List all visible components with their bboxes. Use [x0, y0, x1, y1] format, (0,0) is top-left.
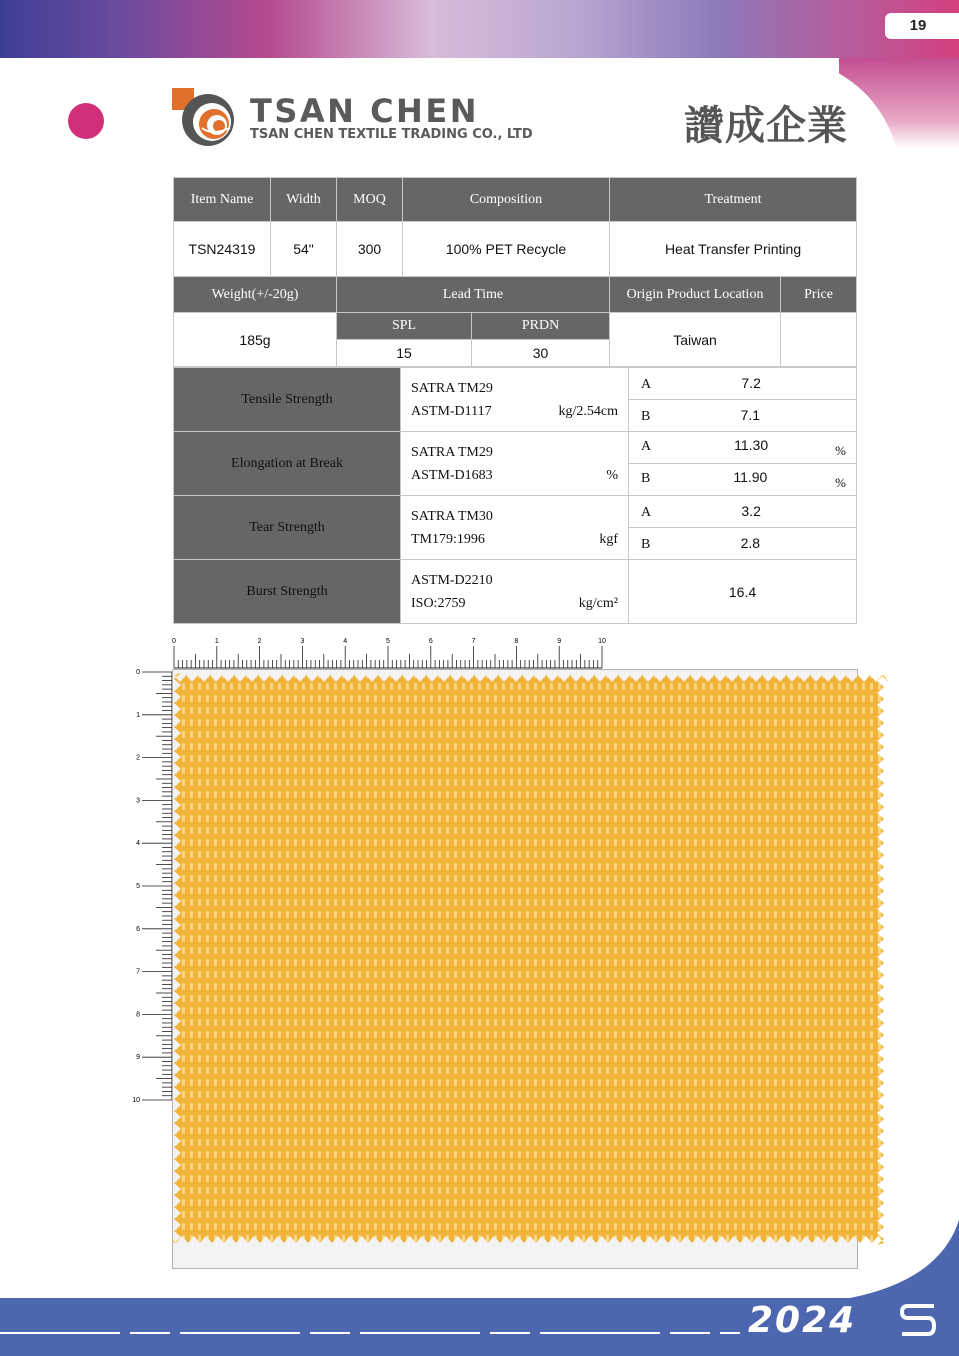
burst-standards: ASTM-D2210 ISO:2759 kg/cm²	[401, 560, 629, 624]
tensile-a: A 7.2	[629, 368, 857, 400]
ruler-label: 0	[136, 669, 140, 676]
header-treatment: Treatment	[610, 178, 857, 222]
ruler-label: 5	[386, 638, 390, 645]
ruler-label: 3	[136, 797, 140, 805]
ruler-label: 1	[136, 711, 140, 719]
ruler-label: 6	[136, 925, 140, 933]
elongation-b: B 11.90 %	[629, 464, 857, 496]
burst-value: 16.4	[629, 560, 857, 624]
header-lead-time: Lead Time	[337, 277, 610, 313]
ruler-top	[172, 636, 612, 670]
header-item-name: Item Name	[174, 178, 271, 222]
ruler-label: 9	[557, 638, 562, 645]
value-prdn: 30	[472, 340, 610, 367]
tensile-standards: SATRA TM29 ASTM-D1117 kg/2.54cm	[401, 368, 629, 432]
page-number: 19	[909, 17, 927, 34]
elongation-label: Elongation at Break	[174, 432, 401, 496]
tear-unit: kgf	[599, 531, 618, 547]
footer-curve	[850, 1220, 959, 1300]
test-results-table	[173, 367, 857, 624]
accent-dot	[68, 103, 104, 139]
ruler-label: 5	[136, 883, 140, 890]
header-gradient-band	[0, 0, 959, 58]
chinese-company-name: 讚成企業	[684, 103, 848, 149]
ruler-label: 0	[172, 638, 176, 645]
value-moq: 300	[337, 222, 403, 277]
spec-table	[173, 177, 857, 367]
footer-year: 2024	[748, 1300, 857, 1341]
ruler-label: 2	[257, 638, 262, 645]
header-moq: MOQ	[337, 178, 403, 222]
ruler-label: 10	[598, 638, 606, 645]
ruler-label: 3	[300, 638, 305, 645]
tear-a: A 3.2	[629, 496, 857, 528]
ruler-label: 10	[132, 1097, 140, 1104]
ruler-label: 8	[514, 638, 519, 645]
tear-b: B 2.8	[629, 528, 857, 560]
company-full-name: TSAN CHEN TEXTILE TRADING CO., LTD	[250, 127, 533, 142]
value-width: 54"	[271, 222, 337, 277]
company-logo-icon	[172, 88, 236, 146]
burst-unit: kg/cm²	[578, 595, 618, 611]
ruler-label: 8	[136, 1011, 140, 1019]
header-width: Width	[271, 178, 337, 222]
ruler-label: 1	[214, 638, 219, 645]
value-spl: 15	[337, 340, 472, 367]
tensile-b: B 7.1	[629, 400, 857, 432]
value-composition: 100% PET Recycle	[403, 222, 610, 277]
header-price: Price	[781, 277, 857, 313]
footer-dash-line	[0, 1328, 740, 1338]
tear-standards: SATRA TM30 TM179:1996 kgf	[401, 496, 629, 560]
elongation-standards: SATRA TM29 ASTM-D1683 %	[401, 432, 629, 496]
tear-strength-label: Tear Strength	[174, 496, 401, 560]
value-treatment: Heat Transfer Printing	[610, 222, 857, 277]
fabric-swatch-image	[172, 669, 888, 1249]
ruler-label: 7	[136, 968, 140, 976]
ruler-label: 6	[428, 638, 433, 645]
header-weight: Weight(+/-20g)	[174, 277, 337, 313]
tensile-strength-label: Tensile Strength	[174, 368, 401, 432]
footer-s-logo-icon	[898, 1302, 938, 1338]
brand-name: TSAN CHEN	[250, 92, 479, 130]
header-spl: SPL	[337, 313, 472, 340]
ruler-label: 4	[343, 638, 348, 645]
value-origin: Taiwan	[610, 313, 781, 367]
value-price	[781, 313, 857, 367]
ruler-label: 7	[471, 638, 476, 645]
ruler-left	[130, 668, 174, 1108]
elongation-unit: %	[606, 467, 618, 483]
value-item-name: TSN24319	[174, 222, 271, 277]
burst-strength-label: Burst Strength	[174, 560, 401, 624]
tensile-unit: kg/2.54cm	[558, 403, 618, 419]
ruler-label: 4	[136, 840, 140, 848]
ruler-label: 2	[136, 754, 140, 762]
ruler-label: 9	[136, 1054, 140, 1062]
elongation-a: A 11.30 %	[629, 432, 857, 464]
header-origin: Origin Product Location	[610, 277, 781, 313]
value-weight: 185g	[174, 313, 337, 367]
header-composition: Composition	[403, 178, 610, 222]
header-prdn: PRDN	[472, 313, 610, 340]
